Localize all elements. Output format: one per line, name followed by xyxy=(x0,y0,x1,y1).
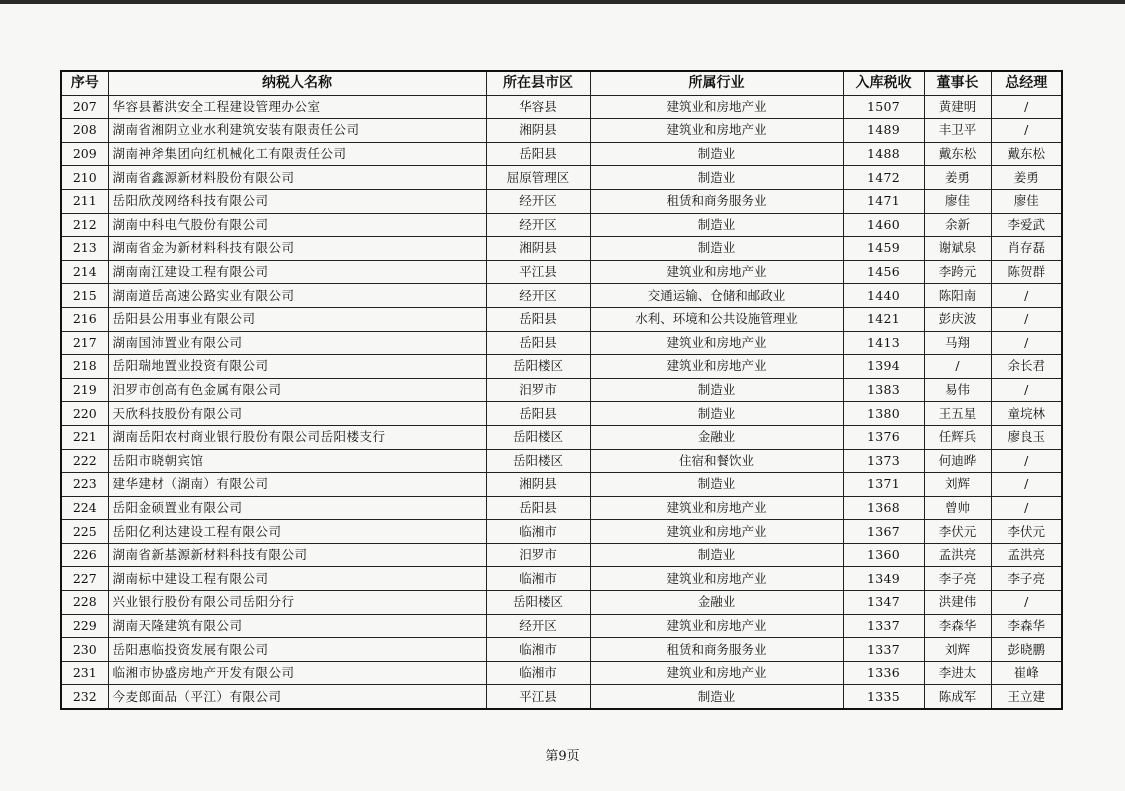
cell-district: 岳阳县 xyxy=(486,402,590,426)
cell-district: 华容县 xyxy=(486,95,590,119)
cell-industry: 水利、环境和公共设施管理业 xyxy=(590,307,843,331)
table-row xyxy=(61,189,1062,213)
table-body xyxy=(61,95,1062,709)
table-row xyxy=(61,260,1062,284)
cell-tax: 1371 xyxy=(843,473,924,497)
cell-seq: 228 xyxy=(61,591,108,615)
cell-name: 湖南岳阳农村商业银行股份有限公司岳阳楼支行 xyxy=(108,425,486,449)
cell-gm: 陈贺群 xyxy=(991,260,1062,284)
cell-seq: 208 xyxy=(61,119,108,143)
cell-district: 临湘市 xyxy=(486,638,590,662)
cell-district: 岳阳县 xyxy=(486,496,590,520)
cell-district: 岳阳县 xyxy=(486,142,590,166)
cell-tax: 1440 xyxy=(843,284,924,308)
cell-gm: 李爱武 xyxy=(991,213,1062,237)
cell-seq: 221 xyxy=(61,425,108,449)
cell-industry: 制造业 xyxy=(590,685,843,709)
cell-tax: 1360 xyxy=(843,543,924,567)
cell-gm: 廖佳 xyxy=(991,189,1062,213)
header-row xyxy=(61,71,1062,95)
cell-industry: 建筑业和房地产业 xyxy=(590,260,843,284)
cell-name: 岳阳县公用事业有限公司 xyxy=(108,307,486,331)
cell-seq: 225 xyxy=(61,520,108,544)
cell-chairman: 李伏元 xyxy=(924,520,991,544)
table-row xyxy=(61,95,1062,119)
cell-chairman: 孟洪亮 xyxy=(924,543,991,567)
cell-industry: 建筑业和房地产业 xyxy=(590,614,843,638)
cell-name: 汨罗市创高有色金属有限公司 xyxy=(108,378,486,402)
cell-industry: 住宿和餐饮业 xyxy=(590,449,843,473)
cell-gm: 彭晓鹏 xyxy=(991,638,1062,662)
cell-industry: 租赁和商务服务业 xyxy=(590,638,843,662)
cell-district: 湘阴县 xyxy=(486,237,590,261)
cell-tax: 1488 xyxy=(843,142,924,166)
cell-gm: 李子亮 xyxy=(991,567,1062,591)
cell-seq: 213 xyxy=(61,237,108,261)
cell-district: 岳阳楼区 xyxy=(486,449,590,473)
cell-chairman: 彭庆波 xyxy=(924,307,991,331)
cell-name: 湖南神斧集团向红机械化工有限责任公司 xyxy=(108,142,486,166)
cell-tax: 1336 xyxy=(843,661,924,685)
cell-industry: 建筑业和房地产业 xyxy=(590,331,843,355)
cell-industry: 建筑业和房地产业 xyxy=(590,661,843,685)
cell-industry: 制造业 xyxy=(590,142,843,166)
header-name: 纳税人名称 xyxy=(108,71,486,95)
cell-seq: 220 xyxy=(61,402,108,426)
cell-seq: 209 xyxy=(61,142,108,166)
cell-seq: 227 xyxy=(61,567,108,591)
cell-district: 临湘市 xyxy=(486,661,590,685)
cell-seq: 229 xyxy=(61,614,108,638)
cell-name: 湖南道岳高速公路实业有限公司 xyxy=(108,284,486,308)
taxpayer-table-container xyxy=(60,70,1061,710)
cell-industry: 交通运输、仓储和邮政业 xyxy=(590,284,843,308)
cell-chairman: 刘辉 xyxy=(924,638,991,662)
cell-seq: 216 xyxy=(61,307,108,331)
cell-gm: 余长君 xyxy=(991,355,1062,379)
cell-gm: / xyxy=(991,119,1062,143)
table-row xyxy=(61,425,1062,449)
cell-name: 湖南天隆建筑有限公司 xyxy=(108,614,486,638)
cell-industry: 制造业 xyxy=(590,237,843,261)
cell-chairman: 谢斌泉 xyxy=(924,237,991,261)
cell-district: 汨罗市 xyxy=(486,378,590,402)
cell-chairman: 何迪晔 xyxy=(924,449,991,473)
cell-name: 湖南省新基源新材料科技有限公司 xyxy=(108,543,486,567)
cell-tax: 1380 xyxy=(843,402,924,426)
cell-industry: 金融业 xyxy=(590,591,843,615)
cell-district: 平江县 xyxy=(486,685,590,709)
cell-district: 湘阴县 xyxy=(486,119,590,143)
table-row xyxy=(61,685,1062,709)
cell-district: 汨罗市 xyxy=(486,543,590,567)
table-row xyxy=(61,402,1062,426)
cell-chairman: 黄建明 xyxy=(924,95,991,119)
cell-name: 临湘市协盛房地产开发有限公司 xyxy=(108,661,486,685)
cell-gm: 廖良玉 xyxy=(991,425,1062,449)
cell-seq: 210 xyxy=(61,166,108,190)
cell-district: 经开区 xyxy=(486,614,590,638)
cell-name: 湖南标中建设工程有限公司 xyxy=(108,567,486,591)
header-chairman: 董事长 xyxy=(924,71,991,95)
cell-chairman: 李进太 xyxy=(924,661,991,685)
table-row xyxy=(61,237,1062,261)
cell-tax: 1472 xyxy=(843,166,924,190)
cell-chairman: 余新 xyxy=(924,213,991,237)
table-row xyxy=(61,166,1062,190)
cell-industry: 建筑业和房地产业 xyxy=(590,355,843,379)
table-row xyxy=(61,142,1062,166)
cell-tax: 1337 xyxy=(843,638,924,662)
table-row xyxy=(61,520,1062,544)
cell-industry: 租赁和商务服务业 xyxy=(590,189,843,213)
cell-tax: 1335 xyxy=(843,685,924,709)
table-row xyxy=(61,119,1062,143)
cell-name: 今麦郎面品（平江）有限公司 xyxy=(108,685,486,709)
cell-gm: 李森华 xyxy=(991,614,1062,638)
table-row xyxy=(61,378,1062,402)
table-row xyxy=(61,591,1062,615)
cell-name: 岳阳欣茂网络科技有限公司 xyxy=(108,189,486,213)
header-gm: 总经理 xyxy=(991,71,1062,95)
cell-chairman: 丰卫平 xyxy=(924,119,991,143)
cell-seq: 207 xyxy=(61,95,108,119)
cell-name: 湖南省金为新材料科技有限公司 xyxy=(108,237,486,261)
table-row xyxy=(61,213,1062,237)
header-district: 所在县市区 xyxy=(486,71,590,95)
cell-industry: 制造业 xyxy=(590,213,843,237)
cell-chairman: 陈阳南 xyxy=(924,284,991,308)
table-row xyxy=(61,449,1062,473)
cell-tax: 1471 xyxy=(843,189,924,213)
cell-seq: 226 xyxy=(61,543,108,567)
cell-industry: 建筑业和房地产业 xyxy=(590,567,843,591)
cell-name: 湖南省湘阴立业水利建筑安装有限责任公司 xyxy=(108,119,486,143)
cell-seq: 218 xyxy=(61,355,108,379)
cell-tax: 1421 xyxy=(843,307,924,331)
cell-district: 岳阳县 xyxy=(486,307,590,331)
cell-name: 建华建材（湖南）有限公司 xyxy=(108,473,486,497)
cell-name: 天欣科技股份有限公司 xyxy=(108,402,486,426)
cell-chairman: 陈成军 xyxy=(924,685,991,709)
header-tax: 入库税收 xyxy=(843,71,924,95)
cell-gm: 肖存磊 xyxy=(991,237,1062,261)
cell-chairman: 马翔 xyxy=(924,331,991,355)
cell-seq: 219 xyxy=(61,378,108,402)
cell-district: 临湘市 xyxy=(486,567,590,591)
cell-district: 经开区 xyxy=(486,213,590,237)
table-row xyxy=(61,614,1062,638)
cell-gm: / xyxy=(991,591,1062,615)
table-row xyxy=(61,567,1062,591)
cell-seq: 230 xyxy=(61,638,108,662)
cell-industry: 制造业 xyxy=(590,166,843,190)
cell-name: 岳阳市晓朝宾馆 xyxy=(108,449,486,473)
cell-tax: 1367 xyxy=(843,520,924,544)
cell-industry: 制造业 xyxy=(590,543,843,567)
cell-seq: 231 xyxy=(61,661,108,685)
cell-chairman: 姜勇 xyxy=(924,166,991,190)
cell-gm: / xyxy=(991,449,1062,473)
cell-name: 湖南国沛置业有限公司 xyxy=(108,331,486,355)
table-header xyxy=(61,71,1062,95)
cell-tax: 1507 xyxy=(843,95,924,119)
cell-gm: / xyxy=(991,284,1062,308)
cell-industry: 制造业 xyxy=(590,378,843,402)
cell-tax: 1347 xyxy=(843,591,924,615)
cell-chairman: 李跨元 xyxy=(924,260,991,284)
table-row xyxy=(61,355,1062,379)
cell-chairman: 李森华 xyxy=(924,614,991,638)
cell-district: 屈原管理区 xyxy=(486,166,590,190)
table-row xyxy=(61,638,1062,662)
cell-chairman: 刘辉 xyxy=(924,473,991,497)
cell-tax: 1368 xyxy=(843,496,924,520)
cell-seq: 211 xyxy=(61,189,108,213)
cell-seq: 232 xyxy=(61,685,108,709)
cell-tax: 1413 xyxy=(843,331,924,355)
cell-industry: 建筑业和房地产业 xyxy=(590,119,843,143)
table-row xyxy=(61,284,1062,308)
cell-name: 岳阳瑞地置业投资有限公司 xyxy=(108,355,486,379)
cell-tax: 1456 xyxy=(843,260,924,284)
cell-chairman: 戴东松 xyxy=(924,142,991,166)
cell-name: 湖南中科电气股份有限公司 xyxy=(108,213,486,237)
cell-gm: 孟洪亮 xyxy=(991,543,1062,567)
taxpayer-table xyxy=(60,70,1063,710)
cell-tax: 1460 xyxy=(843,213,924,237)
scan-top-edge xyxy=(0,0,1125,4)
cell-name: 华容县蓄洪安全工程建设管理办公室 xyxy=(108,95,486,119)
cell-tax: 1394 xyxy=(843,355,924,379)
cell-gm: 童垸林 xyxy=(991,402,1062,426)
cell-gm: / xyxy=(991,331,1062,355)
cell-gm: / xyxy=(991,496,1062,520)
cell-tax: 1376 xyxy=(843,425,924,449)
cell-industry: 建筑业和房地产业 xyxy=(590,520,843,544)
cell-gm: 姜勇 xyxy=(991,166,1062,190)
table-row xyxy=(61,661,1062,685)
cell-industry: 制造业 xyxy=(590,473,843,497)
cell-district: 临湘市 xyxy=(486,520,590,544)
cell-tax: 1459 xyxy=(843,237,924,261)
cell-name: 兴业银行股份有限公司岳阳分行 xyxy=(108,591,486,615)
cell-seq: 215 xyxy=(61,284,108,308)
page-number: 第9页 xyxy=(545,749,580,764)
table-row xyxy=(61,543,1062,567)
header-industry: 所属行业 xyxy=(590,71,843,95)
cell-chairman: 王五星 xyxy=(924,402,991,426)
cell-tax: 1373 xyxy=(843,449,924,473)
cell-seq: 224 xyxy=(61,496,108,520)
cell-seq: 222 xyxy=(61,449,108,473)
cell-industry: 制造业 xyxy=(590,402,843,426)
cell-tax: 1489 xyxy=(843,119,924,143)
header-seq: 序号 xyxy=(61,71,108,95)
cell-seq: 212 xyxy=(61,213,108,237)
cell-chairman: 易伟 xyxy=(924,378,991,402)
cell-district: 经开区 xyxy=(486,189,590,213)
cell-industry: 建筑业和房地产业 xyxy=(590,496,843,520)
table-row xyxy=(61,331,1062,355)
cell-district: 平江县 xyxy=(486,260,590,284)
cell-name: 岳阳亿利达建设工程有限公司 xyxy=(108,520,486,544)
cell-gm: / xyxy=(991,307,1062,331)
cell-district: 湘阴县 xyxy=(486,473,590,497)
cell-district: 岳阳楼区 xyxy=(486,425,590,449)
cell-chairman: 洪建伟 xyxy=(924,591,991,615)
cell-industry: 金融业 xyxy=(590,425,843,449)
cell-name: 岳阳惠临投资发展有限公司 xyxy=(108,638,486,662)
table-row xyxy=(61,473,1062,497)
cell-chairman: / xyxy=(924,355,991,379)
table-row xyxy=(61,307,1062,331)
cell-chairman: 廖佳 xyxy=(924,189,991,213)
cell-tax: 1337 xyxy=(843,614,924,638)
cell-district: 经开区 xyxy=(486,284,590,308)
cell-gm: 戴东松 xyxy=(991,142,1062,166)
cell-district: 岳阳楼区 xyxy=(486,355,590,379)
cell-gm: 王立建 xyxy=(991,685,1062,709)
cell-chairman: 曾帅 xyxy=(924,496,991,520)
cell-gm: / xyxy=(991,95,1062,119)
cell-gm: 崔峰 xyxy=(991,661,1062,685)
cell-seq: 217 xyxy=(61,331,108,355)
cell-gm: / xyxy=(991,378,1062,402)
cell-name: 湖南南江建设工程有限公司 xyxy=(108,260,486,284)
cell-chairman: 任辉兵 xyxy=(924,425,991,449)
cell-chairman: 李子亮 xyxy=(924,567,991,591)
cell-district: 岳阳楼区 xyxy=(486,591,590,615)
cell-gm: / xyxy=(991,473,1062,497)
cell-tax: 1383 xyxy=(843,378,924,402)
cell-gm: 李伏元 xyxy=(991,520,1062,544)
cell-industry: 建筑业和房地产业 xyxy=(590,95,843,119)
table-row xyxy=(61,496,1062,520)
cell-name: 湖南省鑫源新材料股份有限公司 xyxy=(108,166,486,190)
cell-tax: 1349 xyxy=(843,567,924,591)
cell-seq: 214 xyxy=(61,260,108,284)
cell-name: 岳阳金硕置业有限公司 xyxy=(108,496,486,520)
cell-district: 岳阳县 xyxy=(486,331,590,355)
cell-seq: 223 xyxy=(61,473,108,497)
